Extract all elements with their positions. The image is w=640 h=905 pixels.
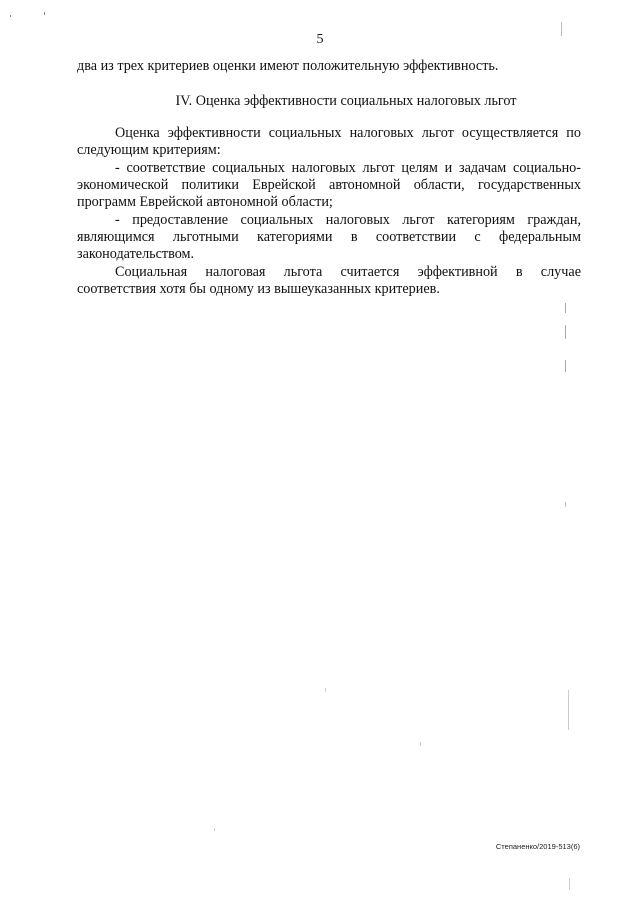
scan-speck bbox=[325, 688, 326, 692]
scan-speck bbox=[10, 15, 11, 17]
paragraph-1-line-1: Оценка эффективности социальных налоговых льгот осуществляется по bbox=[115, 125, 581, 141]
scan-speck bbox=[565, 360, 566, 372]
paragraph-1-line-2: следующим критериям: bbox=[77, 142, 221, 158]
scan-speck bbox=[568, 690, 569, 730]
scan-speck bbox=[561, 22, 562, 36]
scan-speck bbox=[420, 742, 421, 746]
scan-speck bbox=[565, 502, 566, 507]
footer-reference: Степаненко/2019-513(6) bbox=[495, 842, 580, 851]
bullet-1-line-3: программ Еврейской автономной области; bbox=[77, 194, 333, 210]
scan-speck bbox=[565, 303, 566, 313]
scan-speck bbox=[44, 12, 45, 15]
paragraph-2-line-1: Социальная налоговая льгота считается эффективной в случае bbox=[115, 264, 581, 280]
scan-speck bbox=[569, 878, 570, 890]
section-heading: IV. Оценка эффективности социальных налоговых льгот bbox=[175, 93, 517, 109]
scan-speck bbox=[565, 325, 566, 339]
bullet-2-line-2: являющимся льготными категориями в соответствии с федеральным bbox=[77, 229, 581, 245]
page-number: 5 bbox=[316, 32, 324, 47]
scan-speck bbox=[214, 828, 215, 831]
top-line: два из трех критериев оценки имеют положительную эффективность. bbox=[77, 58, 499, 74]
bullet-2-line-3: законодательством. bbox=[77, 246, 195, 262]
bullet-2-line-1: - предоставление социальных налоговых льгот категориям граждан, bbox=[115, 212, 581, 228]
bullet-1-line-2: экономической политики Еврейской автономной области, государственных bbox=[77, 177, 581, 193]
bullet-1-line-1: - соответствие социальных налоговых льгот целям и задачам социально- bbox=[115, 160, 581, 176]
paragraph-2-line-2: соответствия хотя бы одному из вышеуказанных критериев. bbox=[77, 281, 440, 297]
